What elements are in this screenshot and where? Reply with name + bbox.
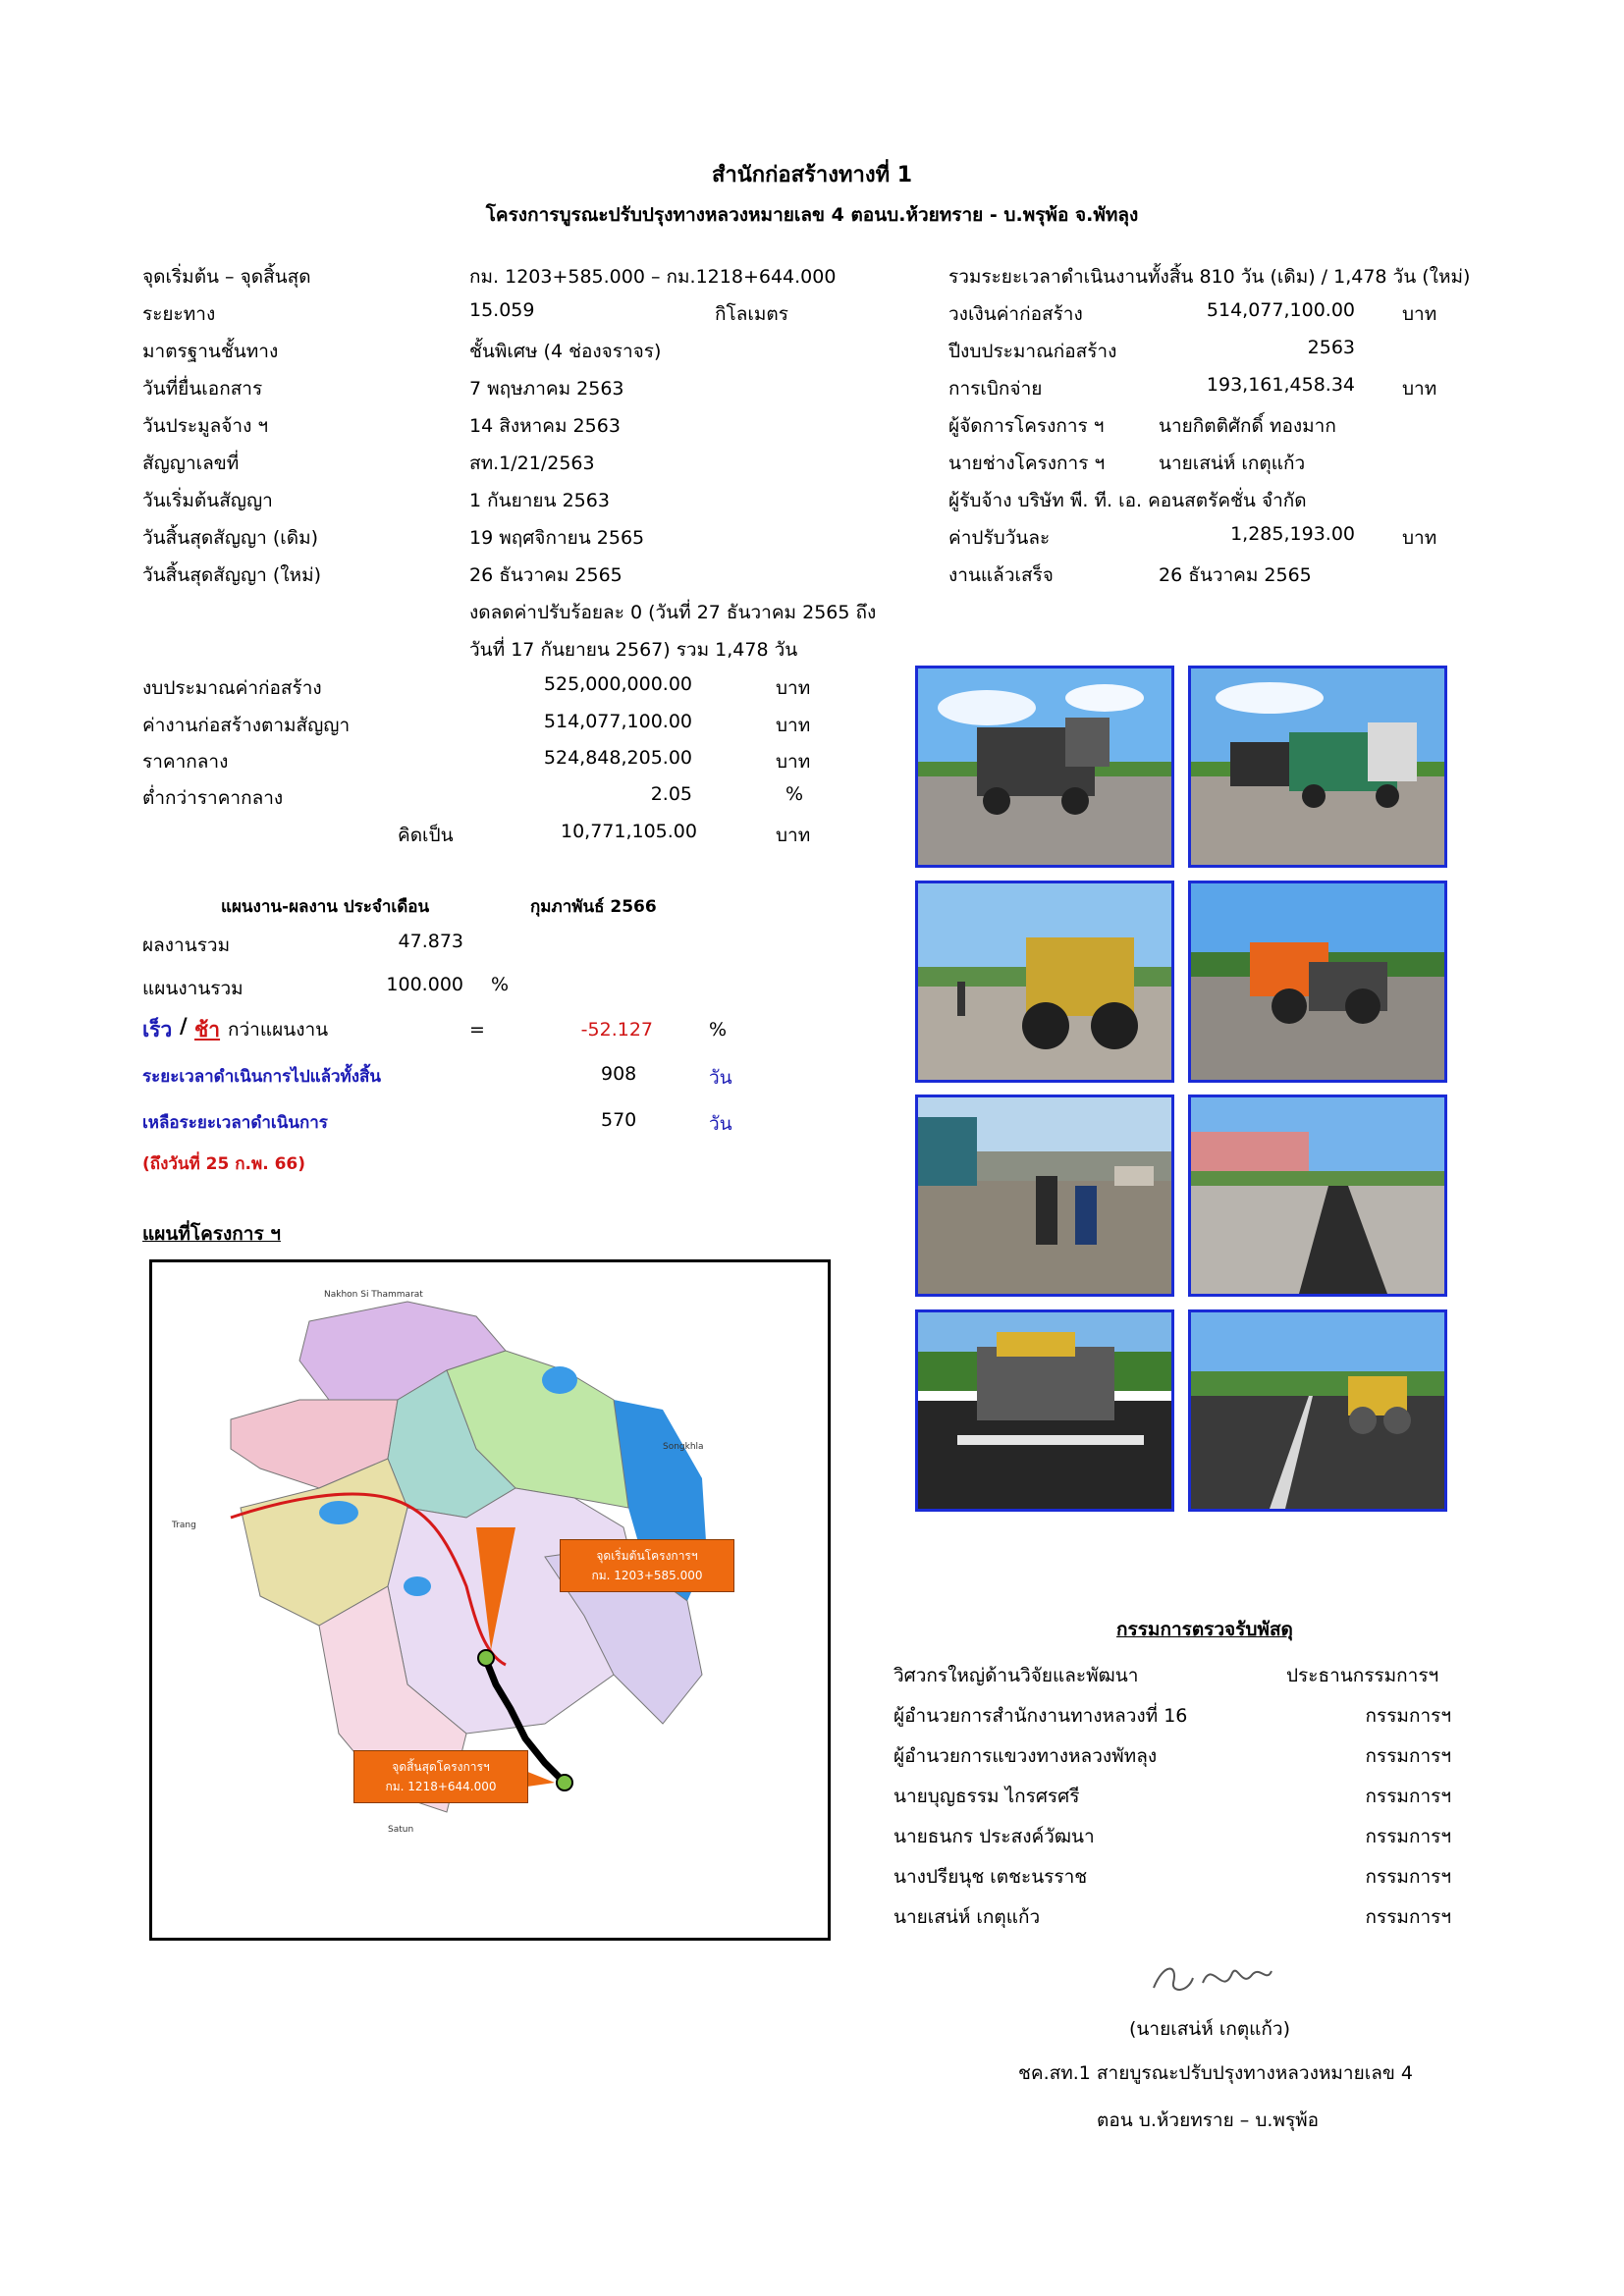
info-value: สท.1/21/2563 xyxy=(469,453,595,474)
committee-member-role: ประธานกรรมการฯ xyxy=(1286,1665,1439,1686)
committee-member-name: นายเสน่ห์ เกตุแก้ว xyxy=(893,1906,1041,1928)
signature-name: (นายเสน่ห์ เกตุแก้ว) xyxy=(1129,2018,1291,2040)
budget-unit: บาท xyxy=(776,751,811,773)
budget-unit: บาท xyxy=(776,677,811,699)
construction-photo xyxy=(915,881,1174,1083)
info-value: 26 ธันวาคม 2565 xyxy=(469,564,623,586)
plan-unit: % xyxy=(491,974,510,995)
signature-position-line2: ตอน บ.ห้วยทราย – บ.พรุพ้อ xyxy=(1097,2109,1320,2131)
info-label: จุดเริ่มต้น – จุดสิ้นสุด xyxy=(142,266,311,288)
as-of-date: (ถึงวันที่ 25 ก.พ. 66) xyxy=(142,1154,305,1174)
budget-value: 524,848,205.00 xyxy=(543,747,692,769)
budget-unit: บาท xyxy=(776,715,811,736)
lake xyxy=(542,1366,577,1394)
elapsed-value: 908 xyxy=(601,1063,637,1085)
info-label: วันประมูลจ้าง ฯ xyxy=(142,415,269,437)
info-label: สัญญาเลขที่ xyxy=(142,453,240,474)
committee-member-name: นายบุญธรรม ไกรศรศรี xyxy=(893,1786,1080,1807)
map-graphic xyxy=(152,1262,828,1938)
info-value: 15.059 xyxy=(469,299,535,321)
equals-sign: = xyxy=(469,1019,485,1041)
budget-value: 2.05 xyxy=(650,783,692,805)
info-value: 14 สิงหาคม 2563 xyxy=(469,415,621,437)
info-unit: บาท xyxy=(1402,303,1437,325)
info-value: กม. 1203+585.000 – กม.1218+644.000 xyxy=(469,266,837,288)
place-label: Trang xyxy=(172,1521,196,1530)
diff-value: -52.127 xyxy=(580,1019,653,1041)
committee-member-name: นางปรียนุช เตชะนรราช xyxy=(893,1866,1088,1888)
plan-label: แผนงานรวม xyxy=(142,978,244,999)
project-map xyxy=(149,1259,831,1941)
start-point xyxy=(478,1650,494,1666)
fine-label: ค่าปรับวันละ xyxy=(948,527,1051,549)
elapsed-label: ระยะเวลาดำเนินการไปแล้วทั้งสิ้น xyxy=(142,1067,382,1087)
info-label: มาตรฐานชั้นทาง xyxy=(142,341,279,362)
callout-title: จุดสิ้นสุดโครงการฯ xyxy=(392,1760,490,1774)
actual-value: 47.873 xyxy=(398,931,463,952)
info-unit: กิโลเมตร xyxy=(715,303,788,325)
done-label: งานแล้วเสร็จ xyxy=(948,564,1054,586)
remain-unit: วัน xyxy=(709,1113,732,1135)
progress-title: แผนงาน-ผลงาน ประจำเดือน xyxy=(221,897,430,917)
budget-label: ค่างานก่อสร้างตามสัญญา xyxy=(142,715,351,736)
committee-member-role: กรรมการฯ xyxy=(1365,1826,1451,1847)
handwritten-signature xyxy=(1144,1953,1281,2002)
lake xyxy=(404,1576,431,1596)
done-value: 26 ธันวาคม 2565 xyxy=(1159,564,1312,586)
engineer-label: นายช่างโครงการ ฯ xyxy=(948,453,1106,474)
construction-photo xyxy=(915,1095,1174,1297)
remain-label: เหลือระยะเวลาดำเนินการ xyxy=(142,1113,328,1133)
committee-member-role: กรรมการฯ xyxy=(1365,1705,1451,1727)
callout-title: จุดเริ่มต้นโครงการฯ xyxy=(596,1549,698,1563)
committee-member-role: กรรมการฯ xyxy=(1365,1745,1451,1767)
construction-photo xyxy=(1188,1309,1447,1512)
progress-month: กุมภาพันธ์ 2566 xyxy=(530,897,657,917)
place-label: Satun xyxy=(388,1825,414,1835)
committee-member-name: วิศวกรใหญ่ด้านวิจัยและพัฒนา xyxy=(893,1665,1139,1686)
info-unit: บาท xyxy=(1402,378,1437,400)
callout-km: กม. 1218+644.000 xyxy=(385,1780,497,1793)
budget-total-value: 10,771,105.00 xyxy=(560,821,697,842)
info-label: การเบิกจ่าย xyxy=(948,378,1043,400)
committee-member-name: ผู้อำนวยการสำนักงานทางหลวงที่ 16 xyxy=(893,1705,1188,1727)
construction-photo xyxy=(1188,1095,1447,1297)
signature-position-line1: ชค.สท.1 สายบูรณะปรับปรุงทางหลวงหมายเลข 4 xyxy=(1018,2062,1413,2084)
fast-label: เร็ว xyxy=(142,1018,173,1041)
info-label: วงเงินค่าก่อสร้าง xyxy=(948,303,1083,325)
place-label: Nakhon Si Thammarat xyxy=(324,1290,423,1300)
budget-value: 525,000,000.00 xyxy=(543,673,692,695)
info-value: 2563 xyxy=(1307,337,1355,358)
penalty-note: วันที่ 17 กันยายน 2567) รวม 1,478 วัน xyxy=(469,639,798,661)
manager-name: นายกิตติศักดิ์ ทองมาก xyxy=(1159,415,1336,437)
project-title: โครงการบูรณะปรับปรุงทางหลวงหมายเลข 4 ตอนบ.ห้วยทราย - บ.พรุพ้อ จ.พัทลุง xyxy=(485,204,1139,226)
plan-value: 100.000 xyxy=(386,974,463,995)
callout-km: กม. 1203+585.000 xyxy=(591,1569,703,1582)
engineer-name: นายเสน่ห์ เกตุแก้ว xyxy=(1159,453,1306,474)
start-callout xyxy=(560,1539,734,1592)
info-value: ชั้นพิเศษ (4 ช่องจราจร) xyxy=(469,341,662,362)
lake xyxy=(319,1501,358,1524)
remain-value: 570 xyxy=(601,1109,637,1131)
construction-photo xyxy=(915,666,1174,868)
fast-slow-slash: / xyxy=(180,1014,188,1038)
committee-title: กรรมการตรวจรับพัสดุ xyxy=(1116,1619,1293,1640)
construction-photo xyxy=(1188,666,1447,868)
budget-total-label: คิดเป็น xyxy=(398,825,454,846)
elapsed-unit: วัน xyxy=(709,1067,732,1089)
fine-value: 1,285,193.00 xyxy=(1230,523,1355,545)
committee-member-role: กรรมการฯ xyxy=(1365,1786,1451,1807)
manager-label: ผู้จัดการโครงการ ฯ xyxy=(948,415,1105,437)
info-label: ปีงบประมาณก่อสร้าง xyxy=(948,341,1117,362)
info-value: 19 พฤศจิกายน 2565 xyxy=(469,527,645,549)
penalty-note: งดลดค่าปรับร้อยละ 0 (วันที่ 27 ธันวาคม 2565 ถึง xyxy=(469,602,877,623)
info-value: 514,077,100.00 xyxy=(1206,299,1355,321)
info-value: 7 พฤษภาคม 2563 xyxy=(469,378,624,400)
office-title: สำนักก่อสร้างทางที่ 1 xyxy=(711,163,913,187)
construction-photo xyxy=(915,1309,1174,1512)
construction-photo xyxy=(1188,881,1447,1083)
actual-label: ผลงานรวม xyxy=(142,934,231,956)
end-callout xyxy=(353,1750,528,1803)
info-value: 1 กันยายน 2563 xyxy=(469,490,610,511)
diff-unit: % xyxy=(709,1019,728,1041)
info-label: ระยะทาง xyxy=(142,303,216,325)
place-label: Songkhla xyxy=(663,1442,704,1452)
end-point xyxy=(557,1775,572,1790)
total-duration: รวมระยะเวลาดำเนินงานทั้งสิ้น 810 วัน (เดิม) / 1,478 วัน (ใหม่) xyxy=(948,266,1471,288)
slow-label: ช้า xyxy=(194,1018,221,1041)
committee-member-name: นายธนกร ประสงค์วัฒนา xyxy=(893,1826,1095,1847)
committee-member-name: ผู้อำนวยการแขวงทางหลวงพัทลุง xyxy=(893,1745,1158,1767)
contractor: ผู้รับจ้าง บริษัท พี. ที. เอ. คอนสตรัคชั่น จำกัด xyxy=(948,490,1307,511)
info-label: วันสิ้นสุดสัญญา (ใหม่) xyxy=(142,564,322,586)
info-value: 193,161,458.34 xyxy=(1206,374,1355,396)
budget-value: 514,077,100.00 xyxy=(543,711,692,732)
budget-unit: % xyxy=(785,783,804,805)
budget-label: ราคากลาง xyxy=(142,751,229,773)
budget-label: ต่ำกว่าราคากลาง xyxy=(142,787,284,809)
committee-member-role: กรรมการฯ xyxy=(1365,1906,1451,1928)
map-title: แผนที่โครงการ ฯ xyxy=(142,1223,281,1245)
info-label: วันที่ยื่นเอกสาร xyxy=(142,378,263,400)
committee-member-role: กรรมการฯ xyxy=(1365,1866,1451,1888)
info-label: วันสิ้นสุดสัญญา (เดิม) xyxy=(142,527,319,549)
budget-total-unit: บาท xyxy=(776,825,811,846)
fine-unit: บาท xyxy=(1402,527,1437,549)
vs-plan-label: กว่าแผนงาน xyxy=(228,1019,329,1041)
budget-label: งบประมาณค่าก่อสร้าง xyxy=(142,677,322,699)
info-label: วันเริ่มต้นสัญญา xyxy=(142,490,273,511)
